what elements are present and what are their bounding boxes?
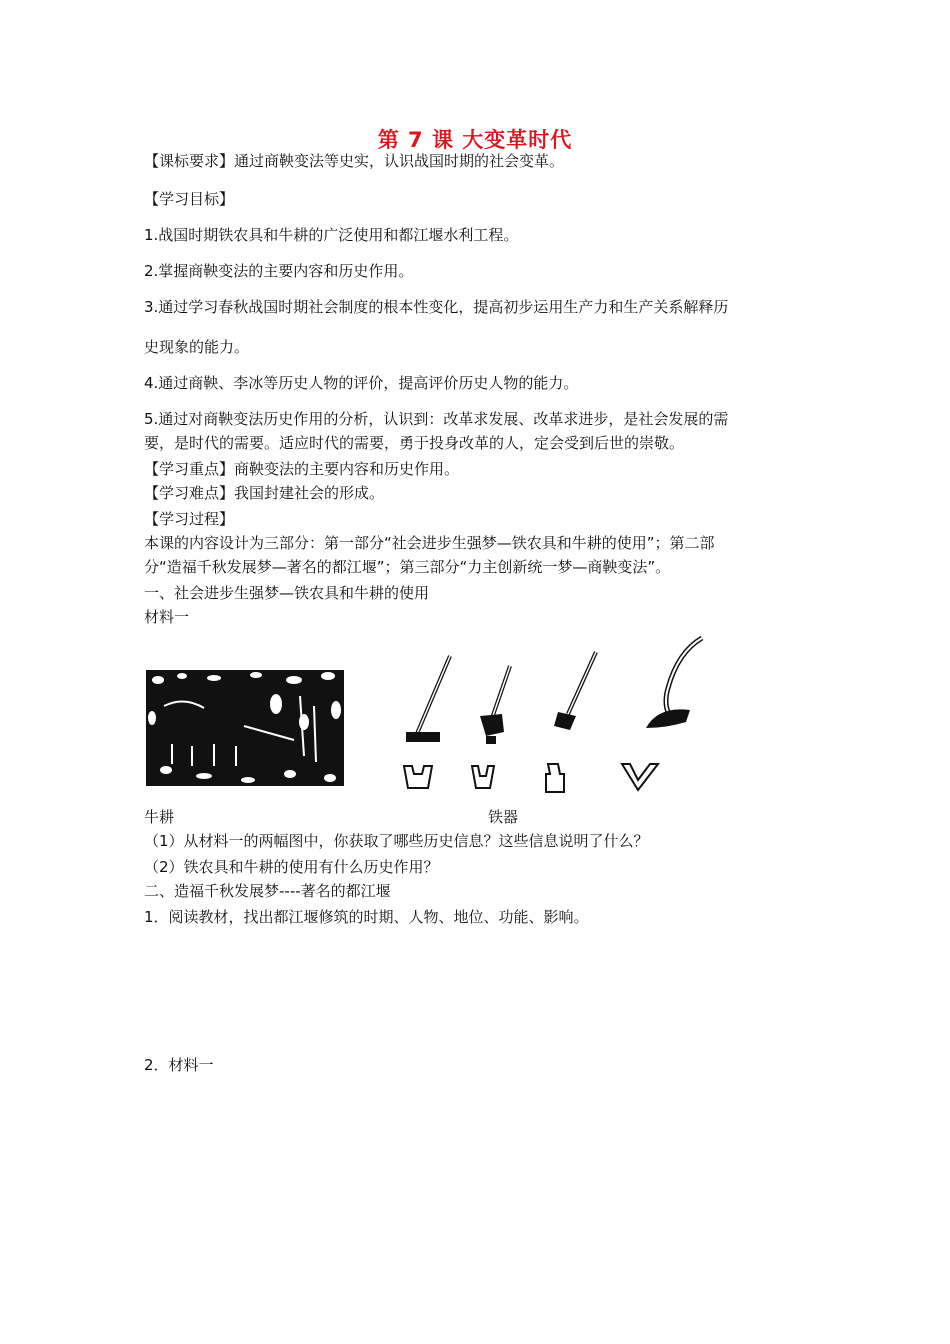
axe-blade-icon — [472, 766, 494, 788]
learning-process-heading: 【学习过程】 — [144, 510, 235, 528]
material-1-label: 材料一 — [144, 608, 190, 626]
section-1-heading: 一、社会进步生强梦—铁农具和牛耕的使用 — [144, 584, 430, 602]
lesson-title: 第 7 课 大变革时代 — [377, 128, 573, 152]
section-2-material-1: 2．材料一 — [144, 1056, 214, 1074]
question-1: （1）从材料一的两幅图中，你获取了哪些历史信息？这些信息说明了什么？ — [144, 832, 649, 850]
iron-spade-icon — [554, 652, 596, 730]
learning-objectives-heading: 【学习目标】 — [144, 190, 235, 208]
iron-axe-icon — [480, 666, 510, 744]
iron-tools-image — [396, 632, 716, 798]
objective-1: 1.战国时期铁农具和牛耕的广泛使用和都江堰水利工程。 — [144, 226, 519, 244]
objective-2: 2.掌握商鞅变法的主要内容和历史作用。 — [144, 262, 414, 280]
difficult-point: 【学习难点】我国封建社会的形成。 — [144, 484, 385, 502]
intro-line2: 分“造福千秋发展梦—著名的都江堰”；第三部分“力主创新统一梦—商鞅变法”。 — [144, 558, 671, 576]
question-2: （2）铁农具和牛耕的使用有什么历史作用？ — [144, 858, 439, 876]
plow-blade-icon — [622, 764, 658, 790]
spade-blade-icon — [546, 764, 564, 792]
curriculum-requirement: 【课标要求】通过商鞅变法等史实，认识战国时期的社会变革。 — [144, 152, 565, 170]
ox-plowing-caption: 牛耕 — [144, 808, 175, 826]
objective-3-line2: 史现象的能力。 — [144, 338, 250, 356]
intro-line1: 本课的内容设计为三部分：第一部分“社会进步生强梦—铁农具和牛耕的使用”；第二部 — [144, 534, 715, 552]
hoe-blade-icon — [404, 766, 432, 788]
iron-hoe-icon — [406, 656, 450, 742]
key-point: 【学习重点】商鞅变法的主要内容和历史作用。 — [144, 460, 460, 478]
objective-5-line1: 5.通过对商鞅变法历史作用的分析，认识到：改革求发展、改革求进步，是社会发展的需 — [144, 410, 729, 428]
objective-5-line2: 要，是时代的需要。适应时代的需要，勇于投身改革的人，定会受到后世的崇敬。 — [144, 434, 685, 452]
objective-3-line1: 3.通过学习春秋战国时期社会制度的根本性变化，提高初步运用生产力和生产关系解释历 — [144, 298, 729, 316]
section-2-task-1: 1．阅读教材，找出都江堰修筑的时期、人物、地位、功能、影响。 — [144, 908, 589, 926]
objective-4: 4.通过商鞅、李冰等历史人物的评价，提高评价历史人物的能力。 — [144, 374, 579, 392]
section-2-heading: 二、造福千秋发展梦----著名的都江堰 — [144, 882, 391, 900]
iron-tools-caption: 铁器 — [488, 808, 519, 826]
iron-plow-icon — [646, 638, 702, 728]
ox-plowing-image — [144, 666, 346, 798]
